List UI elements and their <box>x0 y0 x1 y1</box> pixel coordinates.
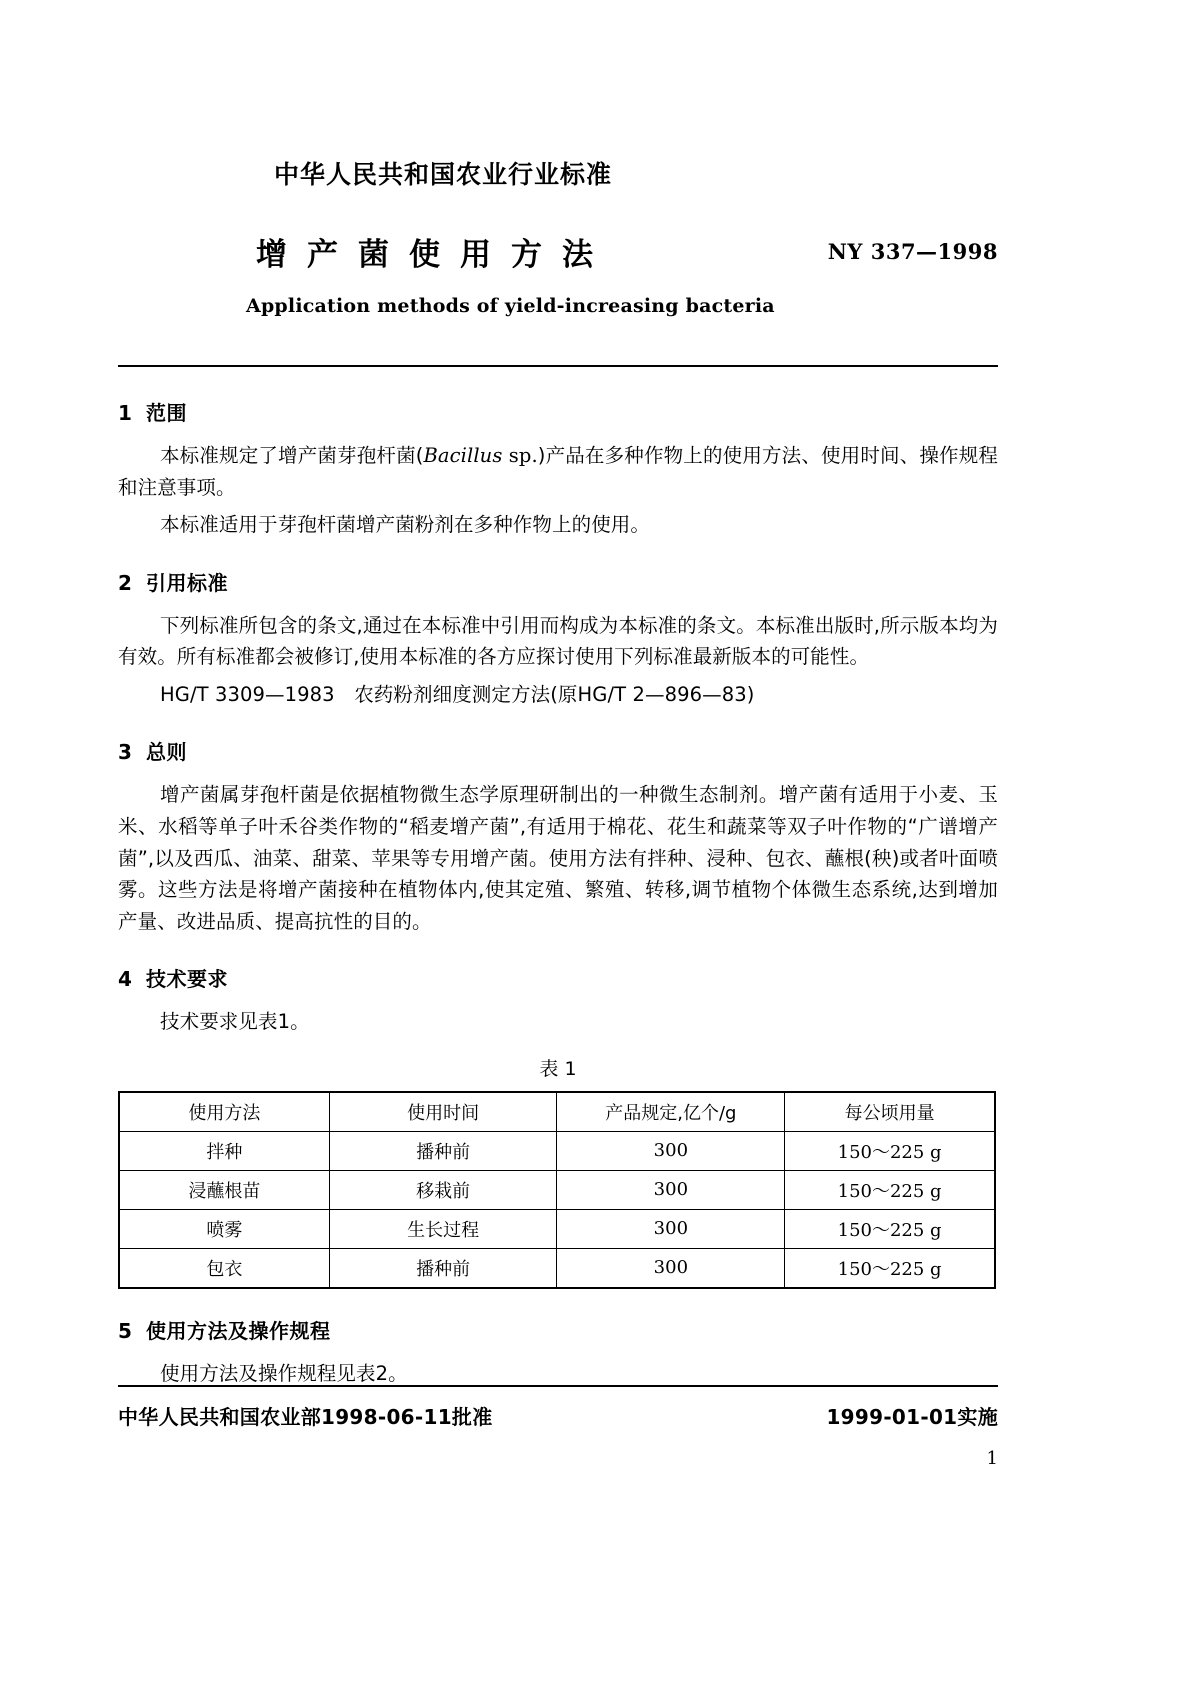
table-1 <box>118 1091 996 1289</box>
referenced-standard: HG/T 3309—1983 农药粉剂细度测定方法(原HG/T 2—896—83) <box>160 682 755 706</box>
issuing-organization: 中华人民共和国农业行业标准 <box>274 160 613 189</box>
section-heading-5 <box>118 1315 998 1344</box>
scientific-rank: sp. <box>502 444 538 467</box>
masthead <box>118 0 998 367</box>
section-4-paragraph-1: 技术要求见表1。 <box>160 1010 310 1034</box>
page-footer <box>118 1385 998 1469</box>
table-row <box>119 1131 995 1170</box>
section-heading-3 <box>118 736 998 765</box>
title-row <box>118 229 998 275</box>
cell-method: 拌种 <box>119 1131 329 1170</box>
table-row <box>119 1170 995 1209</box>
cell-method: 浸蘸根苗 <box>119 1170 329 1209</box>
section-5-paragraph-1: 使用方法及操作规程见表2。 <box>160 1361 408 1385</box>
document-body <box>118 397 998 1390</box>
section-1-paragraph-1: 本标准规定了增产菌芽孢杆菌(Bacillus sp.)产品在多种作物上的使用方法、使用时间、操作规程和注意事项。 <box>118 444 998 499</box>
section-title-4: 技术要求 <box>146 967 228 992</box>
table-col-header-spec: 产品规定,亿个/g <box>557 1092 785 1132</box>
table-col-header-dosage: 每公顷用量 <box>785 1092 995 1132</box>
section-title-1: 范围 <box>146 401 187 425</box>
cell-spec: 300 <box>557 1170 785 1209</box>
footer-row <box>118 1401 998 1430</box>
cell-time: 生长过程 <box>329 1209 557 1248</box>
cell-spec: 300 <box>557 1209 785 1248</box>
cell-time: 播种前 <box>329 1248 557 1288</box>
implementation-statement: 1999-01-01实施 <box>826 1405 998 1429</box>
section-number-3: 3 <box>118 740 133 765</box>
section-title-5: 使用方法及操作规程 <box>146 1318 331 1343</box>
section-title-2: 引用标准 <box>146 570 228 595</box>
cell-time: 移栽前 <box>329 1170 557 1209</box>
standard-number: NY 337—1998 <box>827 239 998 264</box>
section-number-2: 2 <box>118 570 133 595</box>
scientific-name: Bacillus <box>423 444 503 467</box>
page-content <box>118 0 998 1396</box>
table-1-caption: 表 1 <box>539 1057 577 1080</box>
cell-time: 播种前 <box>329 1131 557 1170</box>
cell-method: 包衣 <box>119 1248 329 1288</box>
section-number-5: 5 <box>118 1318 133 1343</box>
section-heading-1 <box>118 397 998 426</box>
table-header-row <box>119 1092 995 1132</box>
page-number: 1 <box>986 1448 998 1469</box>
cell-dosage: 150～225 g <box>785 1131 995 1170</box>
cell-dosage: 150～225 g <box>785 1170 995 1209</box>
section-2-paragraph-1: 下列标准所包含的条文,通过在本标准中引用而构成为本标准的条文。本标准出版时,所示版本均为有效。所有标准都会被修订,使用本标准的各方应探讨使用下列标准最新版本的可能性。 <box>118 613 998 669</box>
section-title-3: 总则 <box>146 740 187 765</box>
header-divider <box>118 365 998 367</box>
english-title: Application methods of yield-increasing bacteria <box>246 295 775 317</box>
cell-spec: 300 <box>557 1131 785 1170</box>
section-heading-2 <box>118 567 998 596</box>
cell-dosage: 150～225 g <box>785 1209 995 1248</box>
cell-method: 喷雾 <box>119 1209 329 1248</box>
table-col-header-method: 使用方法 <box>119 1092 329 1132</box>
cell-spec: 300 <box>557 1248 785 1288</box>
section-number-4: 4 <box>118 967 133 992</box>
table-col-header-time: 使用时间 <box>329 1092 557 1132</box>
footer-divider <box>118 1385 998 1387</box>
cell-dosage: 150～225 g <box>785 1248 995 1288</box>
section-1-paragraph-2: 本标准适用于芽孢杆菌增产菌粉剂在多种作物上的使用。 <box>160 513 651 537</box>
section-3-paragraph-1: 增产菌属芽孢杆菌是依据植物微生态学原理研制出的一种微生态制剂。增产菌有适用于小麦、玉米、水稻等单子叶禾谷类作物的“稻麦增产菌”,有适用于棉花、花生和蔬菜等双子叶作物的“广谱增产菌”,以及西瓜、油菜、甜菜、苹果等专用增产菌。使用方法有拌种、浸种、包衣、蘸根(秧)或者叶面喷雾。这些方法是将增产菌接种在植物体内,使其定殖、繁殖、转移,调节植物个体微生态系统,达到增加产量、改进品质、提高抗性的目的。 <box>118 783 998 933</box>
approval-statement: 中华人民共和国农业部1998-06-11批准 <box>118 1405 493 1429</box>
table-row <box>119 1209 995 1248</box>
section-number-1: 1 <box>118 401 133 425</box>
table-row <box>119 1248 995 1288</box>
page-title: 增产菌使用方法 <box>256 237 613 273</box>
section-heading-4 <box>118 963 998 992</box>
